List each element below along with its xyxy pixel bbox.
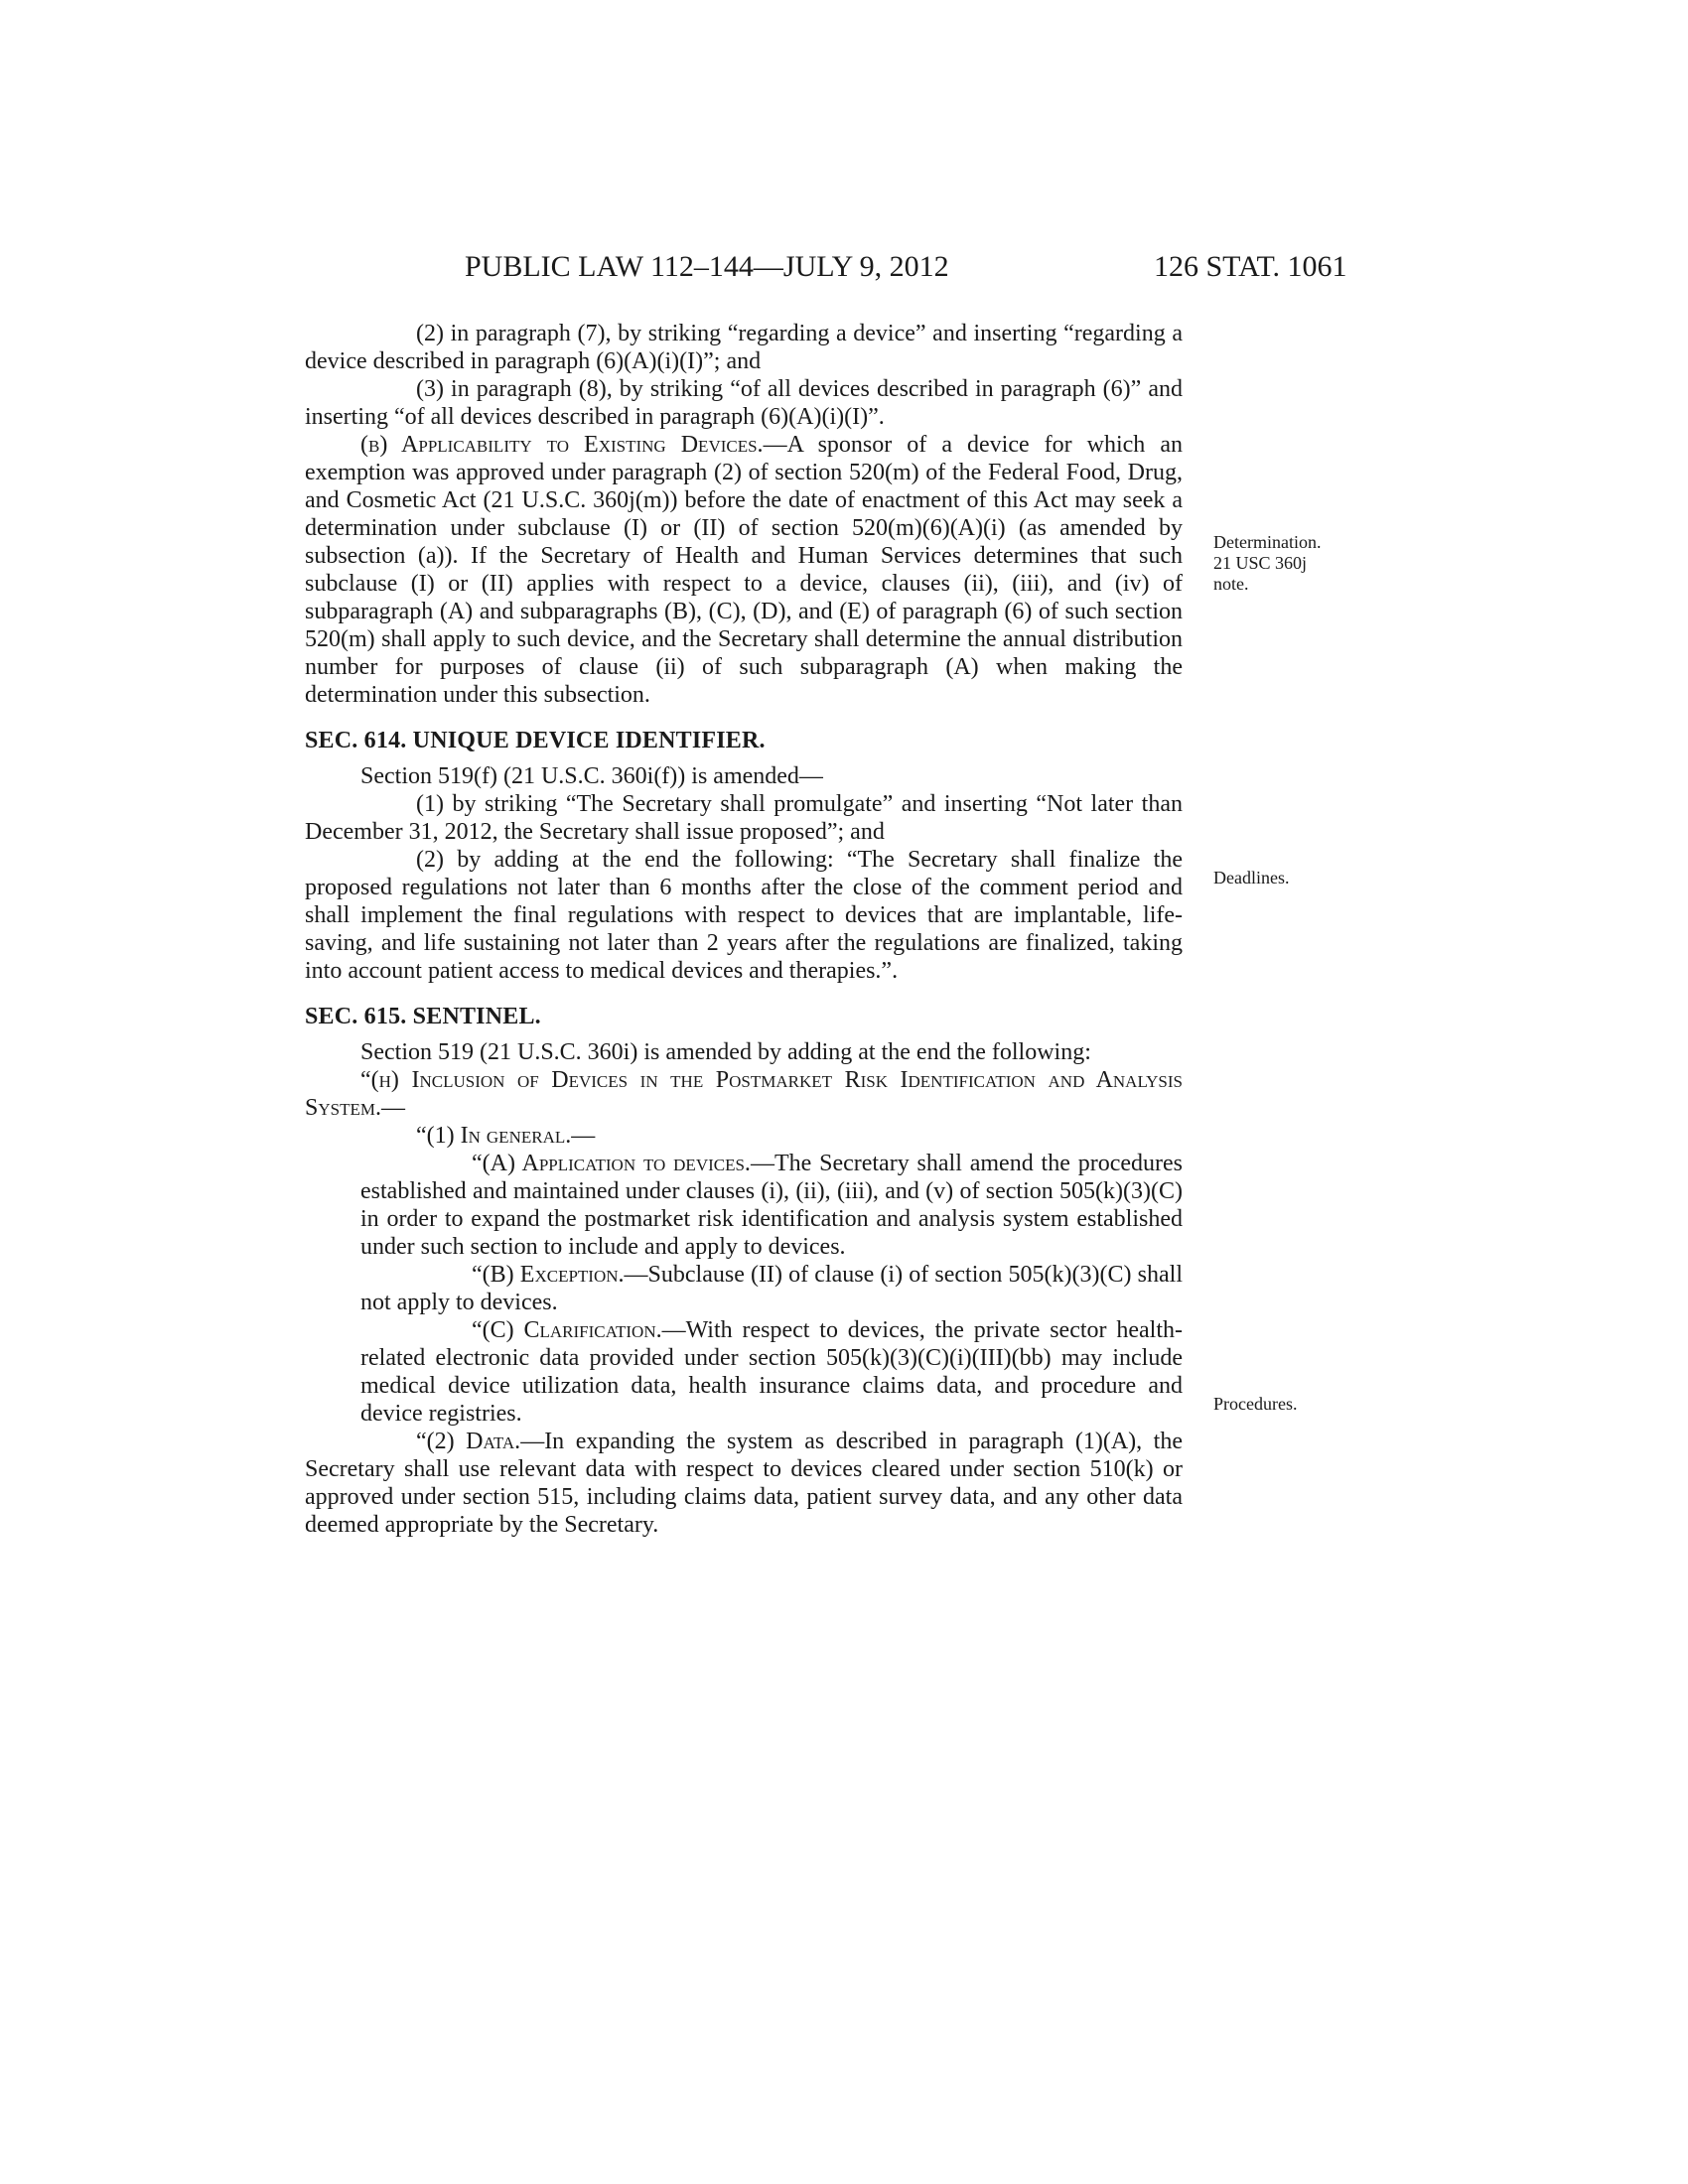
running-header-page: 126 STAT. 1061 (1154, 250, 1347, 283)
paragraph: (3) in paragraph (8), by striking “of all devices described in paragraph (6)” and inserting “of all devices described in paragraph (6)(A)(i)(I)”. (305, 376, 1183, 430)
paragraph-1-heading: “(1) In general.— (416, 1123, 596, 1149)
subparagraph-heading: “(A) Application to devices. (472, 1151, 751, 1176)
paragraph: (2) in paragraph (7), by striking “regarding a device” and inserting “regarding a device described in paragraph (6)(A)(i)(I)”; and (305, 321, 1183, 374)
body-text (305, 320, 1183, 1539)
subparagraph-text: —Subclause (II) of clause (i) of section 505(k)(3)(C) shall not apply to devices. (360, 1262, 1184, 1315)
margin-note-determination (1213, 532, 1321, 595)
margin-note-line: 21 USC 360j (1213, 553, 1308, 573)
subparagraph-text: —With respect to devices, the private sector health-related electronic data provided under section 505(k)(3)(C)(i)(III)(bb) may include medical device utilization data, health insurance claims data, and procedure and device registries. (360, 1317, 1183, 1427)
subparagraph-c (305, 1316, 1183, 1428)
paragraph-text: —In expanding the system as described in paragraph (1)(A), the Secretary shall use relevant data with respect to devices cleared under section 510(k) or approved under section 515, including claims data, patient survey data, and any other data deemed appropriate by the Secretary. (305, 1429, 1183, 1538)
margin-note-deadlines: Deadlines. (1213, 868, 1290, 887)
subparagraph-heading: “(B) Exception. (472, 1262, 625, 1288)
subsection-text: —A sponsor of a device for which an exemption was approved under paragraph (2) of section 520(m) of the Federal Food, Drug, and Cosmetic Act (21 U.S.C. 360j(m)) before the date of enactment of this Act may seek a determination under subclause (I) or (II) of section 520(m)(6)(A)(i) (as amended by subsection (a)). If the Secretary of Health and Human Services determines that such subclause (I) or (II) applies with respect to a device, clauses (ii), (iii), and (iv) of subparagraph (A) and subparagraphs (B), (C), (D), and (E) of paragraph (6) of such section 520(m) shall apply to such device, and the Secretary shall determine the annual distribution number for purposes of clause (ii) of such subparagraph (A) when making the determination under this subsection. (305, 432, 1183, 708)
subparagraph-heading: “(C) Clarification. (472, 1317, 662, 1343)
paragraph: (2) by adding at the end the following: “The Secretary shall finalize the proposed regulations not later than 6 months after the close of the comment period and shall implement the final regulations with respect to devices that are implantable, life-saving, and life sustaining not later than 2 years after the regulations are finalized, taking into account patient access to medical devices and therapies.”. (305, 847, 1183, 984)
subparagraph-a (305, 1150, 1183, 1261)
subparagraph-text: —The Secretary shall amend the procedures established and maintained under clauses (i), (ii), (iii), and (v) of section 505(k)(3)(C) in order to expand the postmarket risk identification and analysis system established under such section to include and apply to devices. (360, 1151, 1183, 1260)
margin-note-line: Determination. (1213, 532, 1322, 552)
paragraph: (1) by striking “The Secretary shall promulgate” and inserting “Not later than December 31, 2012, the Secretary shall issue proposed”; and (305, 791, 1183, 845)
paragraph-2-data (305, 1428, 1183, 1539)
subsection-h-heading: “(h) Inclusion of Devices in the Postmarket Risk Identification and Analysis System.— (305, 1067, 1183, 1121)
subparagraph-b (305, 1261, 1183, 1316)
margin-note-line: note. (1213, 574, 1249, 594)
paragraph: Section 519 (21 U.S.C. 360i) is amended by adding at the end the following: (360, 1039, 1091, 1065)
section-615-title: SEC. 615. SENTINEL. (305, 1004, 541, 1029)
margin-note-procedures: Procedures. (1213, 1394, 1298, 1414)
paragraph: Section 519(f) (21 U.S.C. 360i(f)) is amended— (360, 763, 823, 789)
subsection-heading: (b) Applicability to Existing Devices. (360, 432, 764, 458)
running-header-title: PUBLIC LAW 112–144—JULY 9, 2012 (465, 250, 949, 283)
section-614-title: SEC. 614. UNIQUE DEVICE IDENTIFIER. (305, 728, 766, 753)
subsection-b (305, 431, 1183, 709)
paragraph-heading: “(2) Data. (416, 1429, 521, 1454)
